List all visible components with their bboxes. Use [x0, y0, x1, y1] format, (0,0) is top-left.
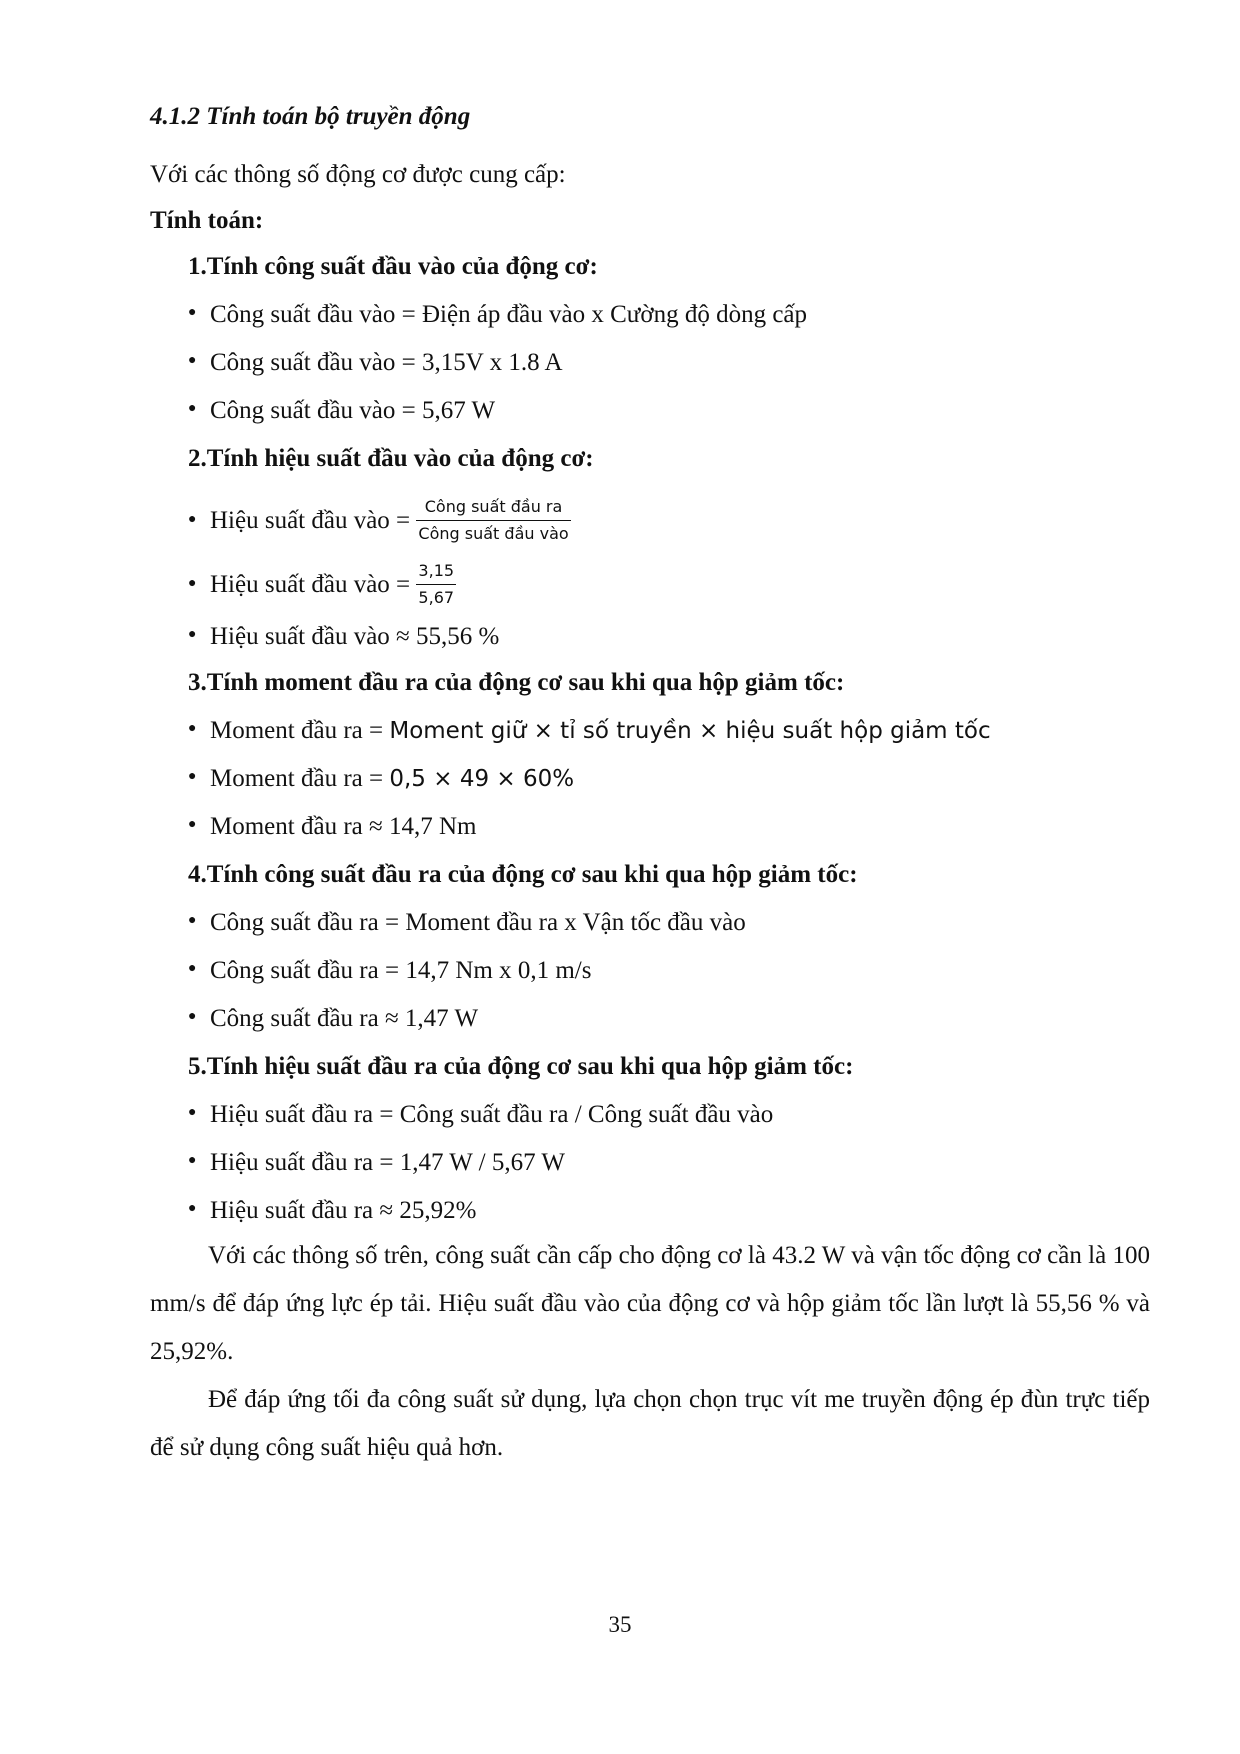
bullet-icon: ●	[188, 401, 197, 417]
bullet-text: Hiệu suất đầu ra = Công suất đầu ra / Công suất đầu vào	[210, 1101, 774, 1128]
fraction	[416, 496, 570, 545]
intro-text: Với các thông số động cơ được cung cấp:	[150, 161, 566, 188]
fraction-denominator: 5,67	[418, 588, 455, 607]
step-3-bullet-1	[188, 716, 991, 747]
step-3-bullet-3	[188, 812, 476, 843]
fraction-numerator: Công suất đầu ra	[416, 496, 570, 521]
bullet-text: Hiệu suất đầu ra = 1,47 W / 5,67 W	[210, 1149, 566, 1176]
calc-label: Tính toán:	[150, 207, 264, 234]
bullet-icon: ●	[188, 721, 197, 737]
step-5-bullet-3	[188, 1196, 476, 1227]
bullet-text: Công suất đầu ra ≈ 1,47 W	[210, 1005, 479, 1032]
bullet-icon: ●	[188, 353, 197, 369]
bullet-icon: ●	[188, 769, 197, 785]
step-2-title: 2.Tính hiệu suất đầu vào của động cơ:	[188, 445, 594, 472]
math-expression: Moment giữ × tỉ số truyền × hiệu suất hộp giảm tốc	[389, 718, 991, 744]
conclusion-paragraph: Để đáp ứng tối đa công suất sử dụng, lựa chọn chọn trục vít me truyền động ép đùn trực tiếp để sử dụng công suất hiệu quả hơn.	[150, 1386, 1150, 1461]
bullet-text: Công suất đầu vào = Điện áp đầu vào x Cường độ dòng cấp	[210, 301, 808, 328]
bullet-icon: ●	[188, 1009, 197, 1025]
step-2-bullet-1	[188, 498, 571, 547]
bullet-icon: ●	[188, 305, 197, 321]
bullet-text: Moment đầu ra =	[210, 717, 390, 744]
bullet-text: Hiệu suất đầu vào =	[210, 571, 411, 599]
bullet-text: Công suất đầu ra = 14,7 Nm x 0,1 m/s	[210, 957, 592, 984]
bullet-icon: ●	[188, 575, 197, 591]
fraction	[416, 560, 456, 609]
step-1-bullet-1	[188, 300, 807, 331]
step-2-bullet-3	[188, 622, 499, 653]
step-4-bullet-1	[188, 908, 746, 939]
bullet-text: Moment đầu ra =	[210, 765, 390, 792]
step-4-title: 4.Tính công suất đầu ra của động cơ sau khi qua hộp giảm tốc:	[188, 861, 858, 888]
bullet-icon: ●	[188, 1105, 197, 1121]
bullet-text: Công suất đầu ra = Moment đầu ra x Vận tốc đầu vào	[210, 909, 746, 936]
bullet-icon: ●	[188, 1201, 197, 1217]
bullet-text: Moment đầu ra ≈ 14,7 Nm	[210, 813, 477, 840]
bullet-icon: ●	[188, 627, 197, 643]
bullet-text: Công suất đầu vào = 5,67 W	[210, 397, 496, 424]
bullet-icon: ●	[188, 1153, 197, 1169]
section-heading: 4.1.2 Tính toán bộ truyền động	[150, 103, 471, 130]
step-2-bullet-2	[188, 562, 456, 611]
summary-paragraph: Với các thông số trên, công suất cần cấp cho động cơ là 43.2 W và vận tốc động cơ cần là 100 mm/s để đáp ứng lực ép tải. Hiệu suất đầu vào của động cơ và hộp giảm tốc lần lượt là 55,56 % và 25,92%.	[150, 1242, 1150, 1365]
bullet-icon: ●	[188, 961, 197, 977]
bullet-icon: ●	[188, 913, 197, 929]
bullet-text: Hiệu suất đầu ra ≈ 25,92%	[210, 1197, 477, 1224]
step-4-bullet-2	[188, 956, 591, 987]
bullet-text: Hiệu suất đầu vào =	[210, 507, 411, 535]
page-number: 35	[608, 1612, 632, 1637]
step-4-bullet-3	[188, 1004, 478, 1035]
fraction-denominator: Công suất đầu vào	[418, 524, 569, 543]
fraction-numerator: 3,15	[416, 560, 456, 585]
bullet-text: Hiệu suất đầu vào ≈ 55,56 %	[210, 623, 500, 650]
step-1-bullet-3	[188, 396, 495, 427]
step-1-bullet-2	[188, 348, 563, 379]
step-5-title: 5.Tính hiệu suất đầu ra của động cơ sau khi qua hộp giảm tốc:	[188, 1053, 854, 1080]
step-5-bullet-2	[188, 1148, 565, 1179]
step-1-title: 1.Tính công suất đầu vào của động cơ:	[188, 253, 598, 280]
math-expression: 0,5 × 49 × 60%	[389, 766, 575, 792]
step-3-bullet-2	[188, 764, 574, 795]
bullet-text: Công suất đầu vào = 3,15V x 1.8 A	[210, 349, 563, 376]
bullet-icon: ●	[188, 511, 197, 527]
step-3-title: 3.Tính moment đầu ra của động cơ sau khi qua hộp giảm tốc:	[188, 669, 845, 696]
bullet-icon: ●	[188, 817, 197, 833]
step-5-bullet-1	[188, 1100, 773, 1131]
